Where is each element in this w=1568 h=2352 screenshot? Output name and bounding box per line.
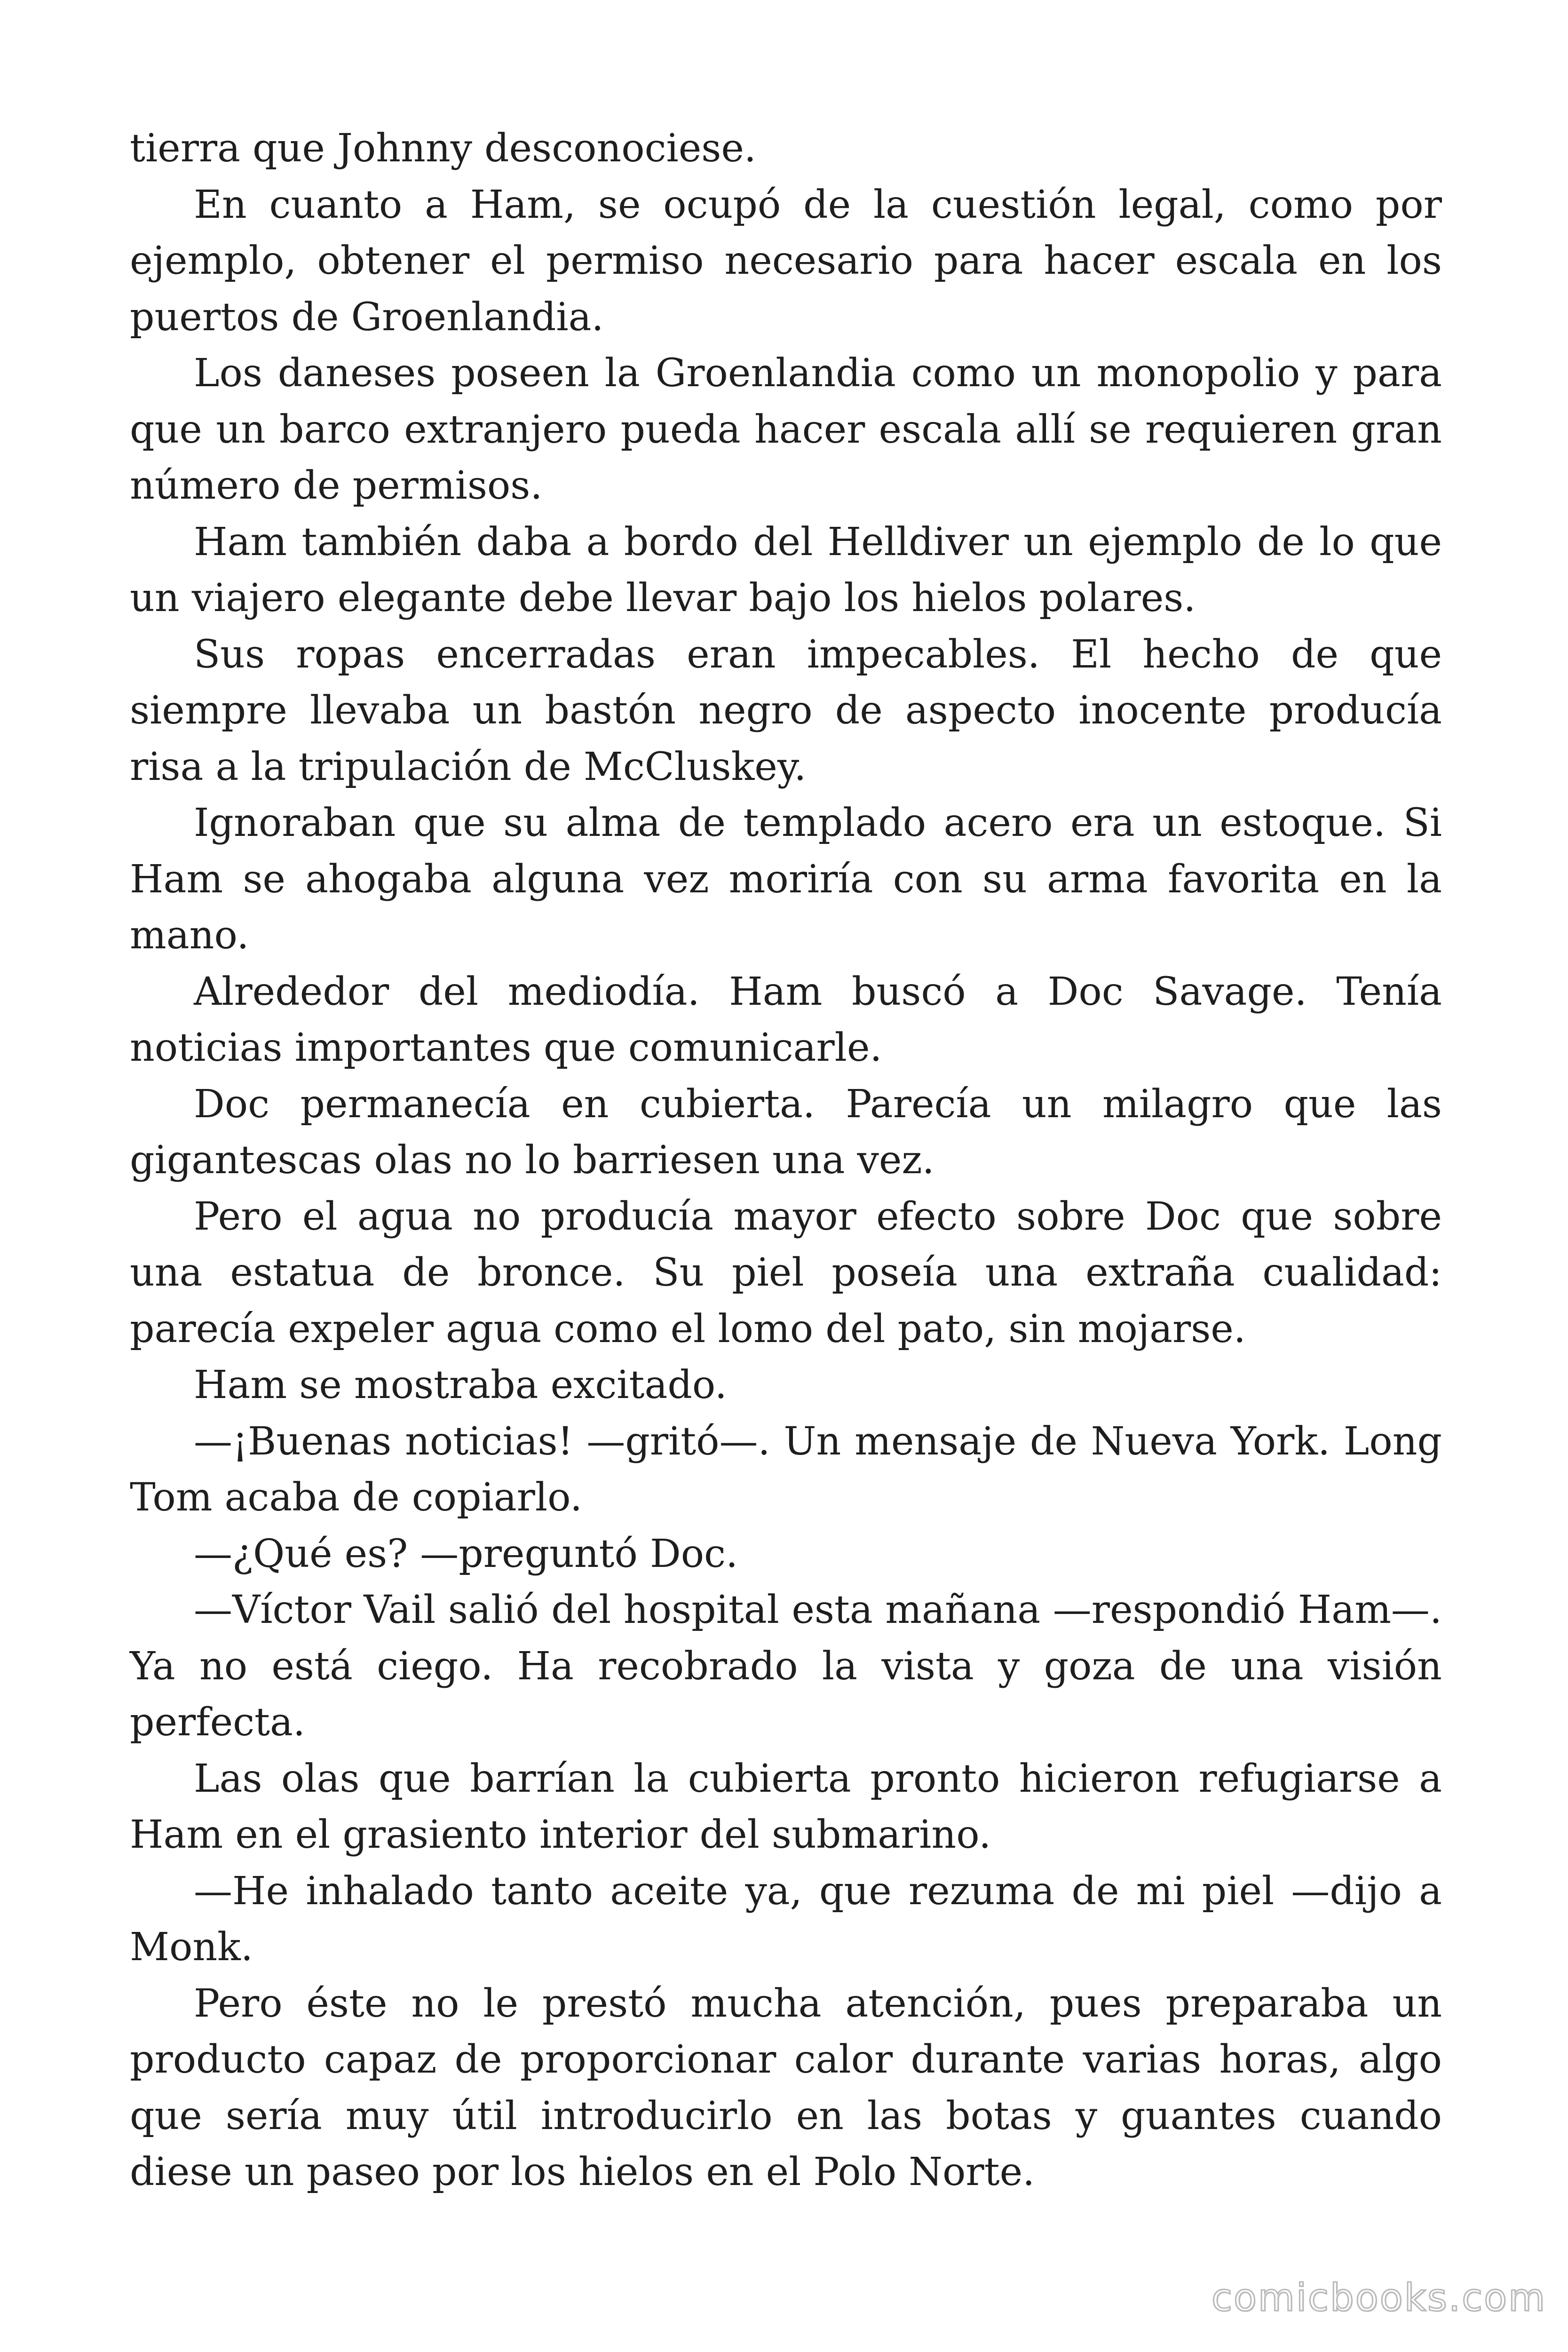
watermark: comicbooks.com bbox=[1211, 2276, 1546, 2320]
paragraph: En cuanto a Ham, se ocupó de la cuestión legal, como por ejemplo, obtener el permiso necesario para hacer escala en los puertos de Groenlandia. bbox=[130, 182, 1442, 340]
paragraph-continuation: tierra que Johnny desconociese. bbox=[130, 126, 756, 171]
dialogue-paragraph: —Víctor Vail salió del hospital esta mañana —respondió Ham—. Ya no está ciego. Ha recobrado la vista y goza de una visión perfecta. bbox=[130, 1588, 1442, 1745]
paragraph: Las olas que barrían la cubierta pronto hicieron refugiarse a Ham en el grasiento interior del submarino. bbox=[130, 1756, 1442, 1857]
paragraph: Sus ropas encerradas eran impecables. El hecho de que siempre llevaba un bastón negro de aspecto inocente producía risa a la tripulación de McCluskey. bbox=[130, 632, 1442, 789]
paragraph: Pero el agua no producía mayor efecto sobre Doc que sobre una estatua de bronce. Su piel poseía una extraña cualidad: parecía expeler agua como el lomo del pato, sin mojarse. bbox=[130, 1194, 1442, 1351]
paragraph: Pero éste no le prestó mucha atención, pues preparaba un producto capaz de proporcionar calor durante varias horas, algo que sería muy útil introducirlo en las botas y guantes cuando diese un paseo por los hielos en el Polo Norte. bbox=[130, 1981, 1442, 2194]
paragraph: Los daneses poseen la Groenlandia como un monopolio y para que un barco extranjero pueda hacer escala allí se requieren gran número de permisos. bbox=[130, 351, 1442, 508]
paragraph: Doc permanecía en cubierta. Parecía un milagro que las gigantescas olas no lo barriesen una vez. bbox=[130, 1081, 1442, 1183]
body-text bbox=[130, 120, 1442, 2201]
paragraph: Ignoraban que su alma de templado acero era un estoque. Si Ham se ahogaba alguna vez moriría con su arma favorita en la mano. bbox=[130, 801, 1442, 958]
paragraph: Ham se mostraba excitado. bbox=[194, 1363, 727, 1407]
paragraph: Ham también daba a bordo del Helldiver un ejemplo de lo que un viajero elegante debe llevar bajo los hielos polares. bbox=[130, 519, 1442, 620]
dialogue-paragraph: —¿Qué es? —preguntó Doc. bbox=[194, 1531, 738, 1576]
paragraph: Alrededor del mediodía. Ham buscó a Doc Savage. Tenía noticias importantes que comunicarle. bbox=[130, 969, 1442, 1070]
dialogue-paragraph: —He inhalado tanto aceite ya, que rezuma de mi piel —dijo a Monk. bbox=[130, 1868, 1442, 1970]
dialogue-paragraph: —¡Buenas noticias! —gritó—. Un mensaje de Nueva York. Long Tom acaba de copiarlo. bbox=[130, 1419, 1442, 1520]
